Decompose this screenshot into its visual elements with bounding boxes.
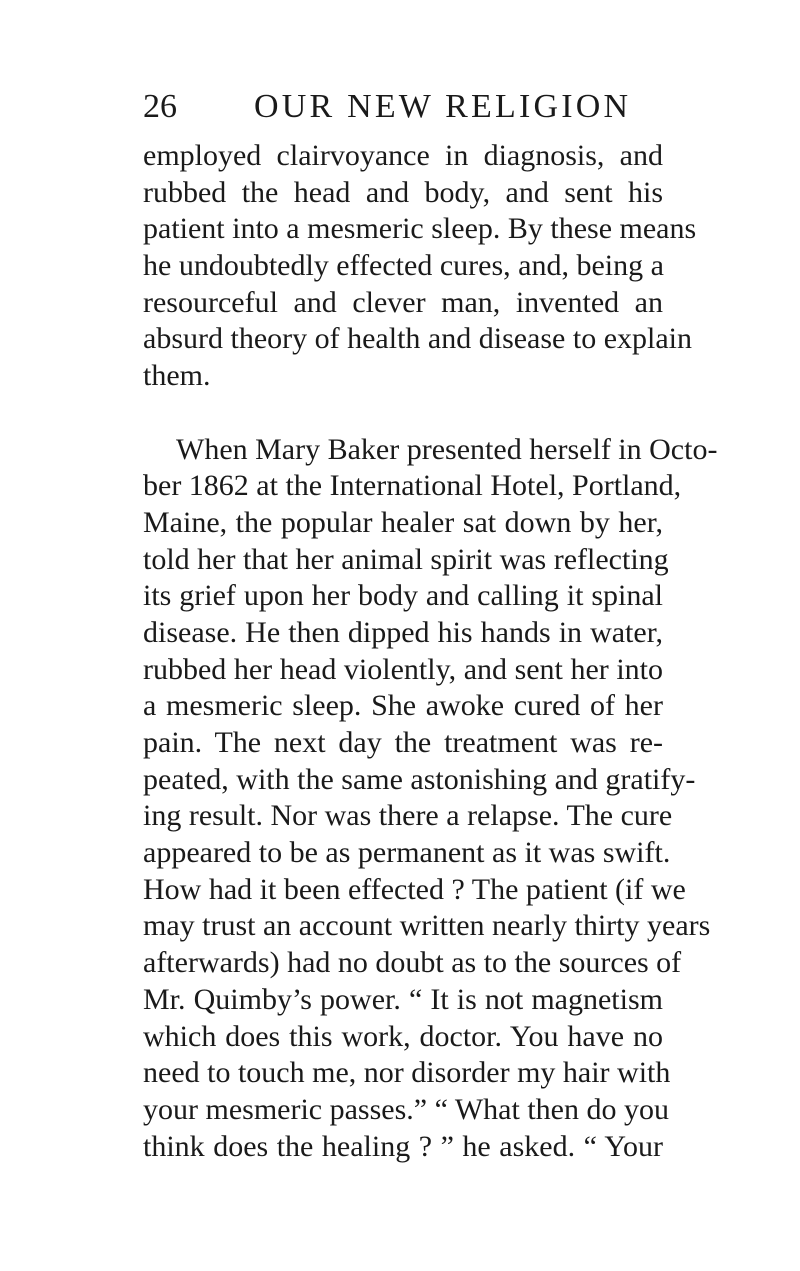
text-line: a mesmeric sleep. She awoke cured of her <box>143 689 663 723</box>
text-line: Mr. Quimby’s power. “ It is not magnetism <box>143 982 663 1016</box>
body-text <box>143 138 718 1165</box>
text-line: rubbed the head and body, and sent his <box>143 175 663 209</box>
text-line: How had it been effected ? The patient (if we <box>143 872 686 906</box>
text-line: afterwards) had no doubt as to the sources of <box>143 946 682 980</box>
text-line: patient into a mesmeric sleep. By these means <box>143 212 697 246</box>
page-number: 26 <box>143 88 177 125</box>
text-line: may trust an account written nearly thirty years <box>143 909 711 943</box>
text-line: think does the healing ? ” he asked. “ Your <box>143 1129 663 1163</box>
running-head: OUR NEW RELIGION <box>254 88 632 125</box>
text-line: rubbed her head violently, and sent her into <box>143 652 663 686</box>
text-line: ber 1862 at the International Hotel, Portland, <box>143 469 682 503</box>
text-line: which does this work, doctor. You have no <box>143 1019 663 1053</box>
text-line: its grief upon her body and calling it spinal <box>143 579 663 613</box>
text-line: disease. He then dipped his hands in water, <box>143 615 663 649</box>
text-line: appeared to be as permanent as it was swift. <box>143 836 671 870</box>
text-line: When Mary Baker presented herself in Octo- <box>176 432 718 466</box>
text-line: pain. The next day the treatment was re- <box>143 726 663 759</box>
text-line: need to touch me, nor disorder my hair with <box>143 1056 671 1090</box>
text-line: peated, with the same astonishing and gratify- <box>143 762 696 796</box>
text-line: Maine, the popular healer sat down by her, <box>143 505 663 539</box>
text-line: them. <box>143 359 211 393</box>
page-header <box>143 82 663 132</box>
text-line: ing result. Nor was there a relapse. The cure <box>143 799 673 833</box>
paragraph-gap <box>143 395 663 432</box>
text-line: employed clairvoyance in diagnosis, and <box>143 139 663 172</box>
text-line: absurd theory of health and disease to explain <box>143 322 692 356</box>
text-line: resourceful and clever man, invented an <box>143 285 663 319</box>
text-line: your mesmeric passes.” “ What then do you <box>143 1092 669 1126</box>
text-line: told her that her animal spirit was reflecting <box>143 542 669 576</box>
text-line: he undoubtedly effected cures, and, being a <box>143 249 664 283</box>
